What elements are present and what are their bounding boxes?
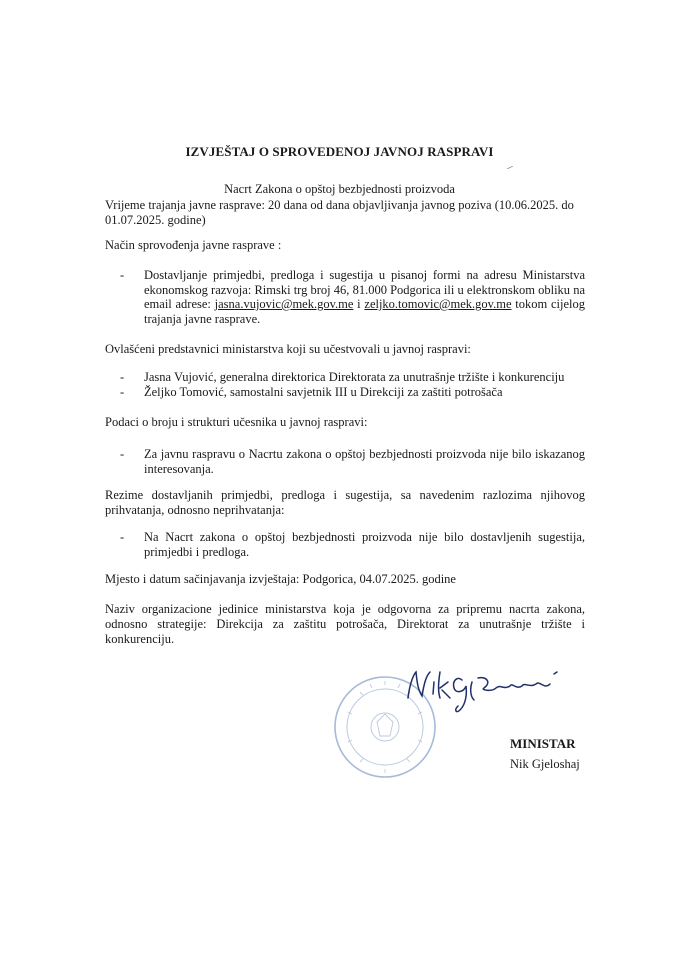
representative-item: - Jasna Vujović, generalna direktorica Direktorata za unutrašnje tržište i konkurenciju: [120, 370, 585, 385]
summary-text: Na Nacrt zakona o opštoj bezbjednosti proizvoda nije bilo dostavljenih sugestija, primjedbi i predloga.: [144, 530, 585, 559]
method-text: Dostavljanje primjedbi, predloga i sugestija u pisanoj formi na adresu Ministarstva ekonomskog razvoja: Rimski trg broj 46, 81.000 Podgorica ili u elektronskom obliku na email adrese:: [144, 268, 585, 311]
document-subtitle: Nacrt Zakona o opštoj bezbjednosti proizvoda: [224, 182, 455, 196]
email-link-jasna[interactable]: jasna.vujovic@mek.gov.me: [214, 297, 354, 311]
organization-unit: Naziv organizacione jedinice ministarstva koja je odgovorna za pripremu nacrta zakona, odnosno strategije: Direkcija za zaštitu potrošača, Direktorat za unutrašnje tržište i konkurenciju.: [105, 602, 585, 646]
document-title: IZVJEŠTAJ O SPROVEDENOJ JAVNOJ RASPRAVI: [185, 144, 494, 159]
participants-heading: Podaci o broju i strukturi učesnika u javnoj raspravi:: [105, 415, 368, 429]
representative-item: - Željko Tomović, samostalni savjetnik III u Direkciji za zaštiti potrošača: [120, 385, 585, 400]
participants-text: Za javnu raspravu o Nacrtu zakona o opštoj bezbjednosti proizvoda nije bilo iskazanog interesovanja.: [144, 447, 585, 476]
method-list-item: - Dostavljanje primjedbi, predloga i sugestija u pisanoj formi na adresu Ministarstva ekonomskog razvoja: Rimski trg broj 46, 81.000 Podgorica ili u elektronskom obliku na email adrese: jasna.vujovic@mek.gov.me i zeljko.tomovic@mek.gov.me tokom cijelog trajanja javne rasprave.: [120, 268, 585, 326]
stray-mark: [507, 166, 513, 169]
place-date: Mjesto i datum sačinjavanja izvještaja: Podgorica, 04.07.2025. godine: [105, 572, 456, 586]
duration-paragraph: Vrijeme trajanja javne rasprave: 20 dana od dana objavljivanja javnog poziva (10.06.2025. do 01.07.2025. godine): [105, 198, 574, 227]
summary-heading: Rezime dostavljanih primjedbi, predloga i sugestija, sa navedenim razlozima njihovog prihvatanja, odnosno neprihvatanja:: [105, 488, 585, 517]
representatives-heading: Ovlašćeni predstavnici ministarstva koji su učestvovali u javnoj raspravi:: [105, 342, 471, 356]
minister-title: MINISTAR: [510, 736, 576, 751]
email-link-zeljko[interactable]: zeljko.tomovic@mek.gov.me: [364, 297, 512, 311]
handwritten-signature: [400, 660, 580, 720]
participants-item: - Za javnu raspravu o Nacrtu zakona o opštoj bezbjednosti proizvoda nije bilo iskazanog interesovanja.: [120, 447, 585, 476]
minister-name: Nik Gjeloshaj: [510, 757, 580, 771]
method-heading: Način sprovođenja javne rasprave :: [105, 238, 282, 252]
summary-item: - Na Nacrt zakona o opštoj bezbjednosti proizvoda nije bilo dostavljenih sugestija, primjedbi i predloga.: [120, 530, 585, 559]
representative-text: Jasna Vujović, generalna direktorica Direktorata za unutrašnje tržište i konkurenciju: [144, 370, 565, 384]
representative-text: Željko Tomović, samostalni savjetnik III u Direkciji za zaštiti potrošača: [144, 385, 503, 399]
